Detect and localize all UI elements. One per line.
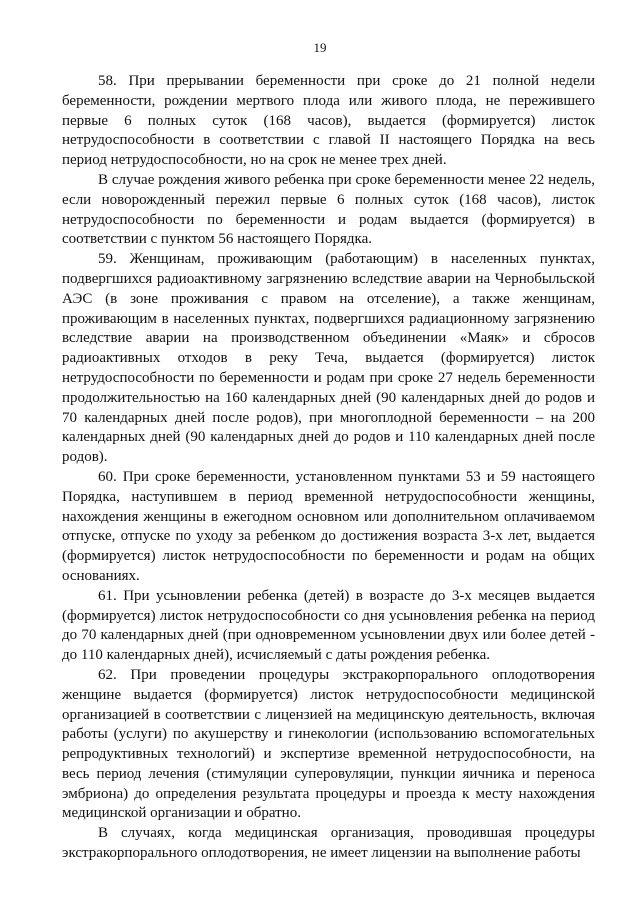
paragraph-62: 62. При проведении процедуры экстракорпорального оплодотворения женщине выдается (формируется) листок нетрудоспособности медицинской организацией в соответствии с лицензией на медицинскую деятельность, включая работы (услуги) по акушерству и гинекологии (использованию вспомогательных репродуктивных технологий) и экспертизе временной нетрудоспособности, на весь период лечения (стимуляции суперовуляции, пункции яичника и переноса эмбриона) до определения результата процедуры и проезда к месту нахождения медицинской организации и обратно. — [62, 666, 595, 822]
document-body — [62, 72, 595, 864]
page-number: 19 — [313, 40, 327, 55]
paragraph-58-continuation: В случае рождения живого ребенка при сроке беременности менее 22 недель, если новорожденный пережил первые 6 полных суток (168 часов), листок нетрудоспособности по беременности и родам выдается (формируется) в соответствии с пунктом 56 настоящего Порядка. — [62, 171, 595, 248]
paragraph-61: 61. При усыновлении ребенка (детей) в возрасте до 3-х месяцев выдается (формируется) листок нетрудоспособности со дня усыновления ребенка на период до 70 календарных дней (при одновременном усыновлении двух или более детей - до 110 календарных дней), исчисляемый с даты рождения ребенка. — [62, 587, 595, 664]
paragraph-58: 58. При прерывании беременности при сроке до 21 полной недели беременности, рождении мертвого плода или живого плода, не пережившего первые 6 полных суток (168 часов), выдается (формируется) листок нетрудоспособности в соответствии с главой II настоящего Порядка на весь период нетрудоспособности, но на срок не менее трех дней. — [62, 73, 595, 169]
paragraph-62-continuation: В случаях, когда медицинская организация, проводившая процедуры экстракорпорального оплодотворения, не имеет лицензии на выполнение работы — [62, 825, 595, 862]
paragraph-59: 59. Женщинам, проживающим (работающим) в населенных пунктах, подвергшихся радиоактивному загрязнению вследствие аварии на Чернобыльской АЭС (в зоне проживания с правом на отселение), а также женщинам, проживающим в населенных пунктах, подвергшихся радиационному загрязнению вследствие аварии на производственном объединении «Маяк» и сбросов радиоактивных отходов в реку Теча, выдается (формируется) листок нетрудоспособности по беременности и родам при сроке 27 недель беременности продолжительностью на 160 календарных дней (90 календарных дней до родов и 70 календарных дней после родов), при многоплодной беременности – на 200 календарных дней (90 календарных дней до родов и 110 календарных дней после родов). — [62, 251, 595, 466]
paragraph-60: 60. При сроке беременности, установленном пунктами 53 и 59 настоящего Порядка, наступившем в период временной нетрудоспособности женщины, нахождения женщины в ежегодном основном или дополнительном оплачиваемом отпуске, отпуске по уходу за ребенком до достижения возраста 3-х лет, выдается (формируется) листок нетрудоспособности по беременности и родам на общих основаниях. — [62, 468, 595, 584]
